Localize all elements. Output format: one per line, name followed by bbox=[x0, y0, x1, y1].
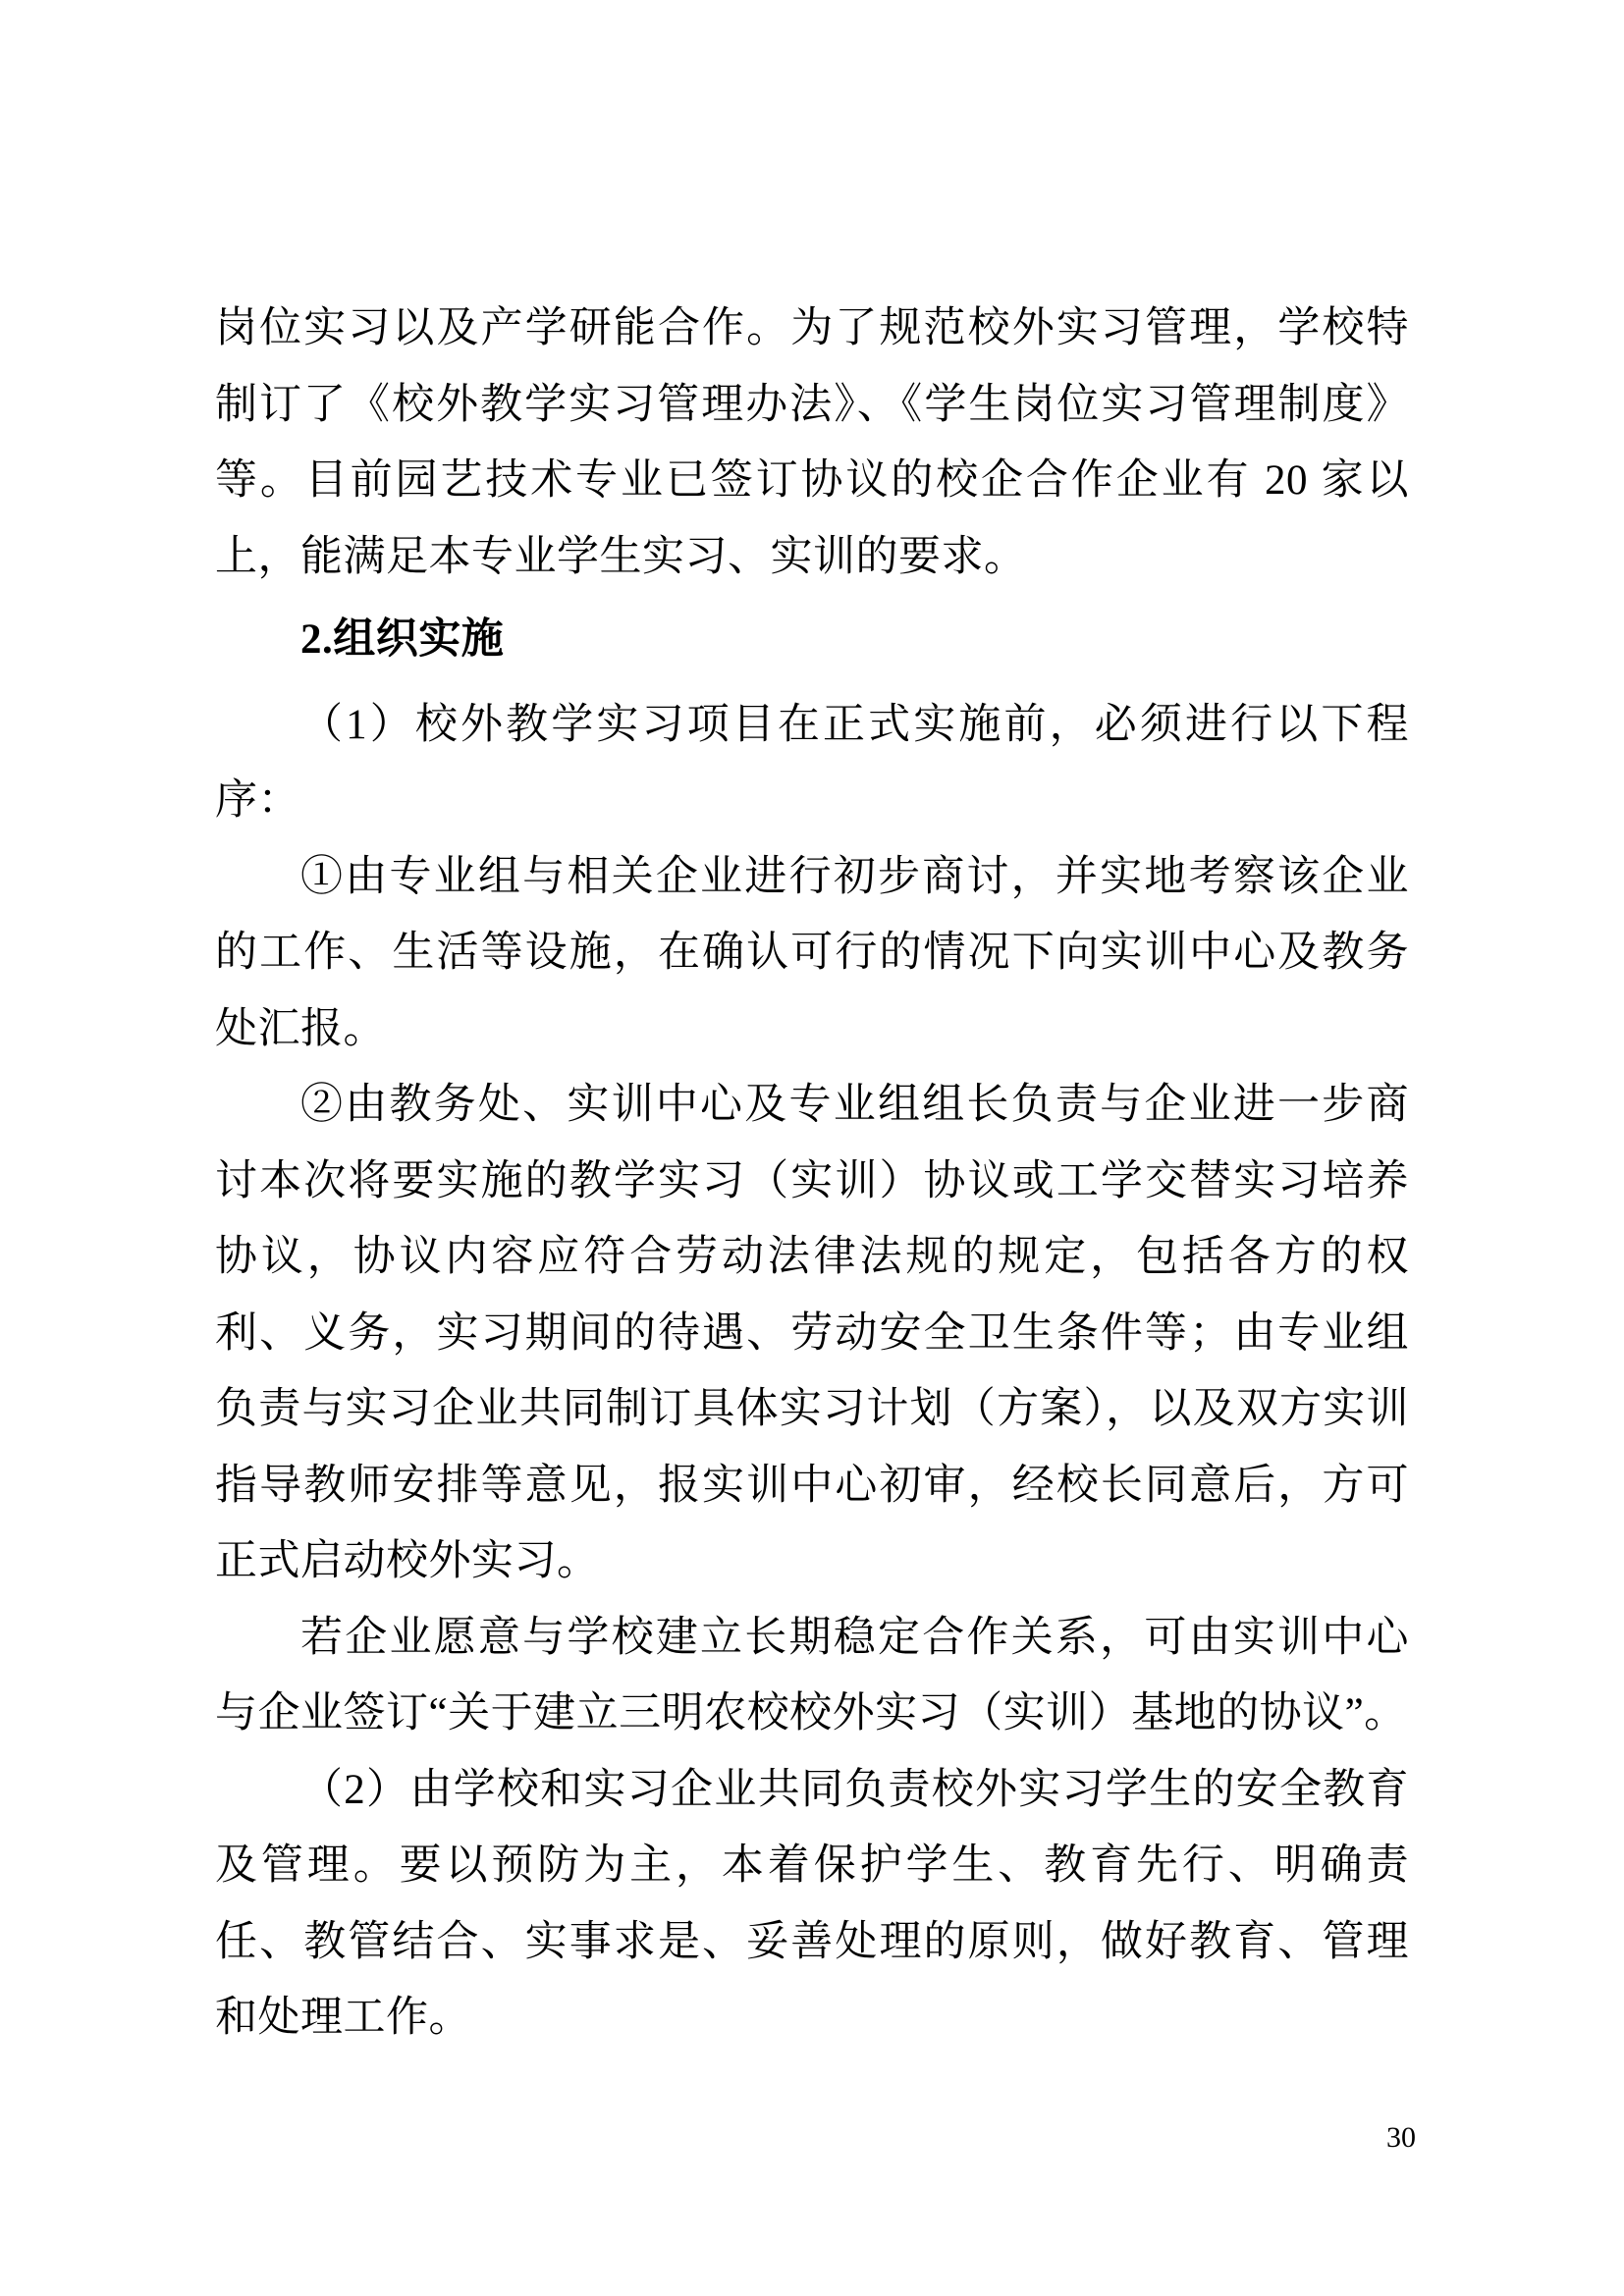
section-heading: 2.组织实施 bbox=[300, 616, 505, 663]
text-block bbox=[215, 291, 1409, 2056]
paragraph-item-circled-1: ①由专业组与相关企业进行初步商讨，并实地考察该企业的工作、生活等设施，在确认可行的情况下向实训中心及教务处汇报。 bbox=[215, 853, 1409, 1052]
page-number: 30 bbox=[1386, 2121, 1416, 2154]
paragraph-step-2: （2）由学校和实习企业共同负责校外实习学生的安全教育及管理。要以预防为主，本着保护学生、教育先行、明确责任、教管结合、实事求是、妥善处理的原则，做好教育、管理和处理工作。 bbox=[215, 1766, 1409, 2041]
paragraph-item-circled-2: ②由教务处、实训中心及专业组组长负责与企业进一步商讨本次将要实施的教学实习（实训）协议或工学交替实习培养协议，协议内容应符合劳动法律法规的规定，包括各方的权利、义务，实习期间的待遇、劳动安全卫生条件等；由专业组负责与实习企业共同制订具体实习计划（方案），以及双方实训指导教师安排等意见，报实训中心初审，经校长同意后，方可正式启动校外实习。 bbox=[215, 1082, 1409, 1584]
paragraph-continuation: 岗位实习以及产学研能合作。为了规范校外实习管理，学校特制订了《校外教学实习管理办法》、《学生岗位实习管理制度》等。目前园艺技术专业已签订协议的校企合作企业有 20 家以上，能满足本专业学生实习、实训的要求。 bbox=[215, 305, 1409, 580]
paragraph-step-1: （1）校外教学实习项目在正式实施前，必须进行以下程序： bbox=[215, 701, 1409, 824]
paragraph-cooperation-agreement: 若企业愿意与学校建立长期稳定合作关系，可由实训中心与企业签订“关于建立三明农校校外实习（实训）基地的协议”。 bbox=[215, 1614, 1409, 1736]
